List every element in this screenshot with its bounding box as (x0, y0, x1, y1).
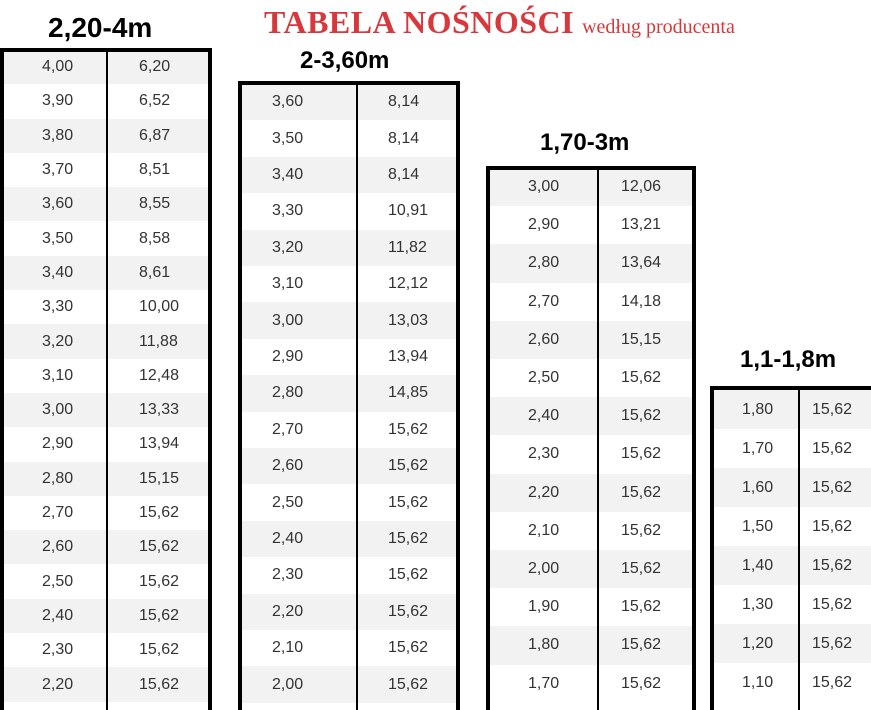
load-capacity-cell: 13,03 (388, 311, 429, 329)
table-row (490, 665, 692, 703)
load-capacity-cell: 15,62 (621, 407, 662, 425)
load-capacity-cell: 8,61 (139, 263, 171, 281)
table-row (490, 588, 692, 626)
span-length-cell: 2,80 (528, 254, 560, 272)
load-capacity-cell: 6,52 (139, 92, 171, 110)
table-row (490, 550, 692, 588)
table-row (242, 484, 456, 520)
span-length-cell: 3,30 (272, 202, 304, 220)
span-length-cell: 2,90 (528, 216, 560, 234)
table-row (490, 206, 692, 244)
span-length-cell: 2,30 (42, 641, 74, 659)
span-length-cell: 3,70 (42, 161, 74, 179)
table-row (714, 390, 871, 429)
column-divider (106, 52, 108, 710)
load-capacity-cell: 8,58 (139, 229, 171, 247)
table-row (490, 244, 692, 282)
table-row (242, 521, 456, 557)
load-table-2 (238, 81, 460, 710)
span-length-cell: 1,50 (742, 517, 774, 535)
load-capacity-cell: 15,15 (621, 330, 662, 348)
load-capacity-cell: 8,14 (388, 93, 420, 111)
span-length-cell: 2,40 (528, 407, 560, 425)
span-length-cell: 1,10 (742, 673, 774, 691)
load-capacity-cell: 15,62 (812, 595, 853, 613)
table-row (242, 375, 456, 411)
table-row (242, 266, 456, 302)
load-capacity-cell: 13,33 (139, 401, 180, 419)
column-divider (356, 85, 358, 710)
load-capacity-cell: 15,62 (621, 483, 662, 501)
table-row (490, 283, 692, 321)
span-length-cell: 3,60 (272, 93, 304, 111)
table-row (714, 624, 871, 663)
span-length-cell: 3,40 (272, 165, 304, 183)
span-length-cell: 2,50 (528, 369, 560, 387)
span-length-cell: 1,30 (742, 595, 774, 613)
span-length-cell: 2,80 (42, 469, 74, 487)
load-capacity-cell: 15,62 (812, 673, 853, 691)
span-length-cell: 3,10 (272, 275, 304, 293)
load-capacity-cell: 15,62 (388, 639, 429, 657)
span-length-cell: 2,70 (42, 504, 74, 522)
load-capacity-cell: 12,06 (621, 178, 662, 196)
load-table-1 (0, 48, 212, 710)
span-length-cell: 1,80 (742, 400, 774, 418)
span-length-cell: 2,30 (272, 566, 304, 584)
load-capacity-cell: 8,14 (388, 129, 420, 147)
load-capacity-cell: 8,51 (139, 161, 171, 179)
span-length-cell: 3,00 (272, 311, 304, 329)
span-length-cell: 2,00 (528, 560, 560, 578)
span-length-cell: 3,20 (272, 238, 304, 256)
load-capacity-cell: 13,64 (621, 254, 662, 272)
span-length-cell: 2,80 (272, 384, 304, 402)
table-row (490, 626, 692, 664)
span-length-cell: 3,20 (42, 332, 74, 350)
span-length-cell: 2,00 (272, 675, 304, 693)
span-length-cell: 2,70 (272, 420, 304, 438)
title-subtitle: według producenta (582, 16, 735, 38)
table-row (242, 557, 456, 593)
load-capacity-cell: 15,62 (621, 521, 662, 539)
table-row (714, 585, 871, 624)
table-row (714, 507, 871, 546)
load-capacity-cell: 15,62 (621, 445, 662, 463)
load-capacity-cell: 15,62 (388, 457, 429, 475)
load-capacity-cell: 15,62 (139, 538, 180, 556)
table-row (242, 339, 456, 375)
span-length-cell: 3,00 (528, 178, 560, 196)
span-length-cell: 1,70 (742, 439, 774, 457)
span-length-cell: 1,70 (528, 674, 560, 692)
load-capacity-cell: 15,62 (621, 674, 662, 692)
span-length-cell: 4,00 (42, 58, 74, 76)
load-capacity-cell: 15,62 (139, 606, 180, 624)
span-length-cell: 3,00 (42, 401, 74, 419)
load-capacity-cell: 8,55 (139, 195, 171, 213)
span-length-cell: 2,20 (528, 483, 560, 501)
load-capacity-cell: 13,94 (388, 347, 429, 365)
load-capacity-cell: 15,62 (621, 636, 662, 654)
table-row (242, 302, 456, 338)
table-1-label: 2,20-4m (48, 12, 153, 43)
table-row (490, 321, 692, 359)
load-capacity-cell: 15,62 (812, 400, 853, 418)
load-capacity-cell: 14,85 (388, 384, 429, 402)
span-length-cell: 2,10 (272, 639, 304, 657)
load-capacity-cell: 15,15 (139, 469, 180, 487)
load-capacity-cell: 15,62 (621, 560, 662, 578)
span-length-cell: 2,90 (272, 347, 304, 365)
span-length-cell: 1,60 (742, 478, 774, 496)
load-capacity-cell: 8,14 (388, 165, 420, 183)
load-capacity-cell: 6,87 (139, 126, 171, 144)
span-length-cell: 2,40 (42, 606, 74, 624)
load-capacity-cell: 11,88 (139, 332, 178, 350)
span-length-cell: 1,80 (528, 636, 560, 654)
load-capacity-cell: 6,20 (139, 58, 171, 76)
span-length-cell: 3,90 (42, 92, 74, 110)
load-capacity-cell: 15,62 (139, 641, 180, 659)
span-length-cell: 2,20 (42, 675, 74, 693)
span-length-cell: 2,20 (272, 602, 304, 620)
load-capacity-cell: 15,62 (812, 517, 853, 535)
load-capacity-cell: 10,91 (388, 202, 429, 220)
table-row (490, 359, 692, 397)
span-length-cell: 2,60 (272, 457, 304, 475)
load-capacity-cell: 11,82 (388, 238, 427, 256)
span-length-cell: 2,90 (42, 435, 74, 453)
load-capacity-cell: 15,62 (621, 598, 662, 616)
table-row (714, 546, 871, 585)
table-row (490, 397, 692, 435)
table-row (242, 120, 456, 156)
load-capacity-cell: 15,62 (812, 634, 853, 652)
span-length-cell: 3,80 (42, 126, 74, 144)
span-length-cell: 3,10 (42, 366, 74, 384)
table-row (714, 663, 871, 702)
column-divider (798, 390, 800, 710)
span-length-cell: 3,50 (42, 229, 74, 247)
table-row (242, 230, 456, 266)
load-capacity-cell: 10,00 (139, 298, 180, 316)
column-divider (597, 170, 599, 710)
load-capacity-cell: 15,62 (139, 675, 180, 693)
table-row (490, 512, 692, 550)
load-table-4 (710, 386, 871, 710)
load-capacity-cell: 13,94 (139, 435, 180, 453)
table-row (242, 157, 456, 193)
table-row (490, 474, 692, 512)
table-2-label: 2-3,60m (300, 47, 390, 74)
table-row (242, 666, 456, 702)
load-capacity-cell: 15,62 (621, 369, 662, 387)
table-row (242, 193, 456, 229)
load-capacity-cell: 15,62 (388, 675, 429, 693)
span-length-cell: 2,30 (528, 445, 560, 463)
table-row (242, 594, 456, 630)
load-capacity-cell: 15,62 (812, 556, 853, 574)
span-length-cell: 3,60 (42, 195, 74, 213)
load-capacity-cell: 15,62 (388, 566, 429, 584)
span-length-cell: 2,60 (528, 330, 560, 348)
load-capacity-cell: 15,62 (388, 420, 429, 438)
load-capacity-cell: 15,62 (812, 478, 853, 496)
span-length-cell: 3,50 (272, 129, 304, 147)
load-capacity-cell: 13,21 (621, 216, 662, 234)
span-length-cell: 2,70 (528, 292, 560, 310)
load-capacity-cell: 12,48 (139, 366, 180, 384)
table-4-label: 1,1-1,8m (740, 346, 837, 373)
table-row (242, 448, 456, 484)
table-row (490, 168, 692, 206)
span-length-cell: 2,60 (42, 538, 74, 556)
table-row (714, 468, 871, 507)
table-row (242, 84, 456, 120)
span-length-cell: 2,50 (272, 493, 304, 511)
load-table-3 (486, 166, 696, 710)
load-capacity-cell: 15,62 (139, 572, 180, 590)
table-row (714, 429, 871, 468)
span-length-cell: 3,40 (42, 263, 74, 281)
span-length-cell: 2,50 (42, 572, 74, 590)
load-capacity-cell: 15,62 (812, 439, 853, 457)
table-row (242, 630, 456, 666)
span-length-cell: 1,20 (742, 634, 774, 652)
span-length-cell: 1,40 (742, 556, 774, 574)
load-capacity-cell: 15,62 (388, 493, 429, 511)
span-length-cell: 2,10 (528, 521, 560, 539)
span-length-cell: 1,90 (528, 598, 560, 616)
table-row (490, 435, 692, 473)
page-title (264, 4, 735, 41)
table-row (242, 412, 456, 448)
load-capacity-cell: 12,12 (388, 275, 429, 293)
span-length-cell: 2,40 (272, 529, 304, 547)
load-capacity-cell: 15,62 (388, 602, 429, 620)
load-capacity-cell: 15,62 (388, 529, 429, 547)
load-capacity-cell: 15,62 (139, 504, 180, 522)
title-main: TABELA NOŚNOŚCI (264, 4, 575, 40)
load-capacity-cell: 14,18 (621, 292, 662, 310)
table-3-label: 1,70-3m (540, 129, 630, 156)
span-length-cell: 3,30 (42, 298, 74, 316)
